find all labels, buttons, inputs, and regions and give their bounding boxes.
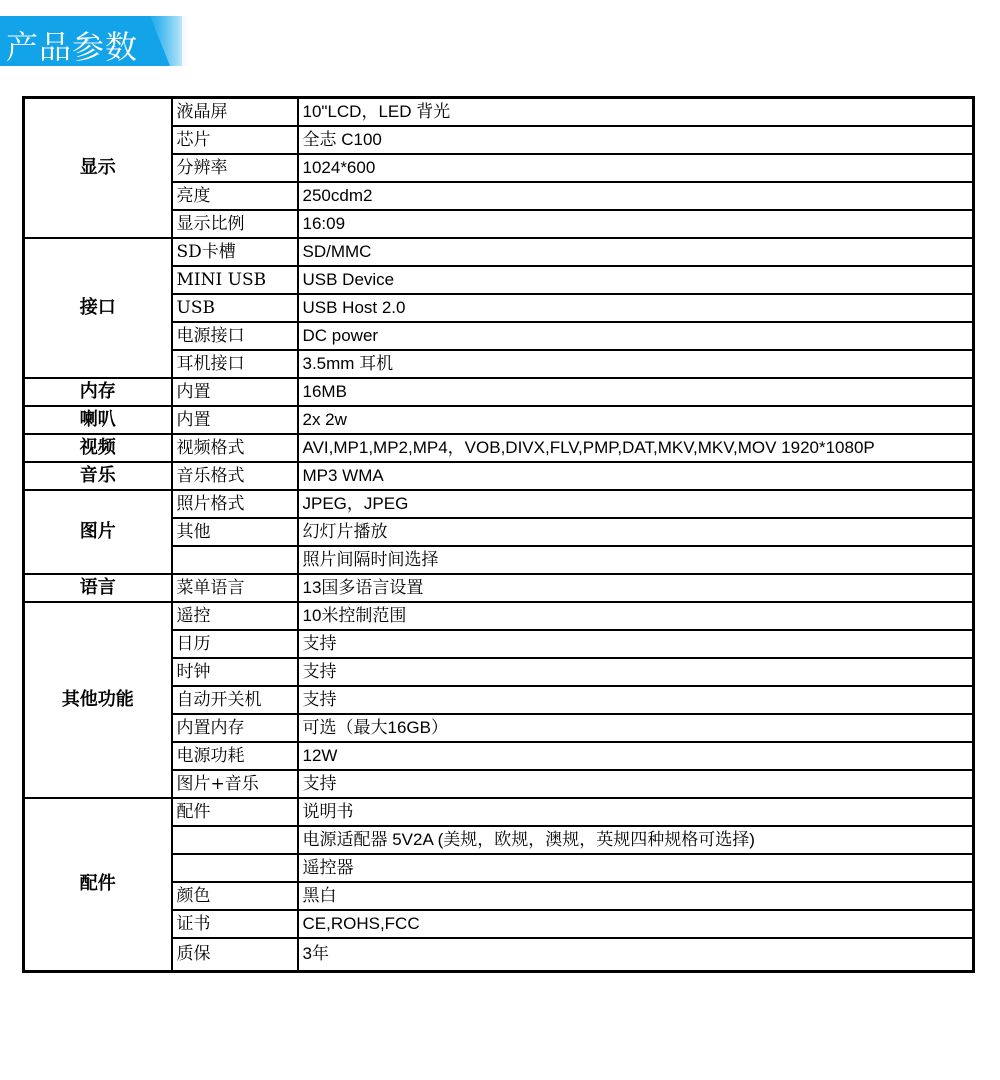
param-value-cell: 10"LCD，LED 背光 <box>298 98 974 126</box>
param-name-cell: MINI USB <box>172 266 298 294</box>
param-value-cell: 支持 <box>298 630 974 658</box>
table-row <box>24 406 974 434</box>
param-value-cell: 支持 <box>298 658 974 686</box>
param-value-cell: 1024*600 <box>298 154 974 182</box>
table-row <box>24 462 974 490</box>
param-value-cell: 16:09 <box>298 210 974 238</box>
param-value-cell: 说明书 <box>298 798 974 826</box>
param-name-cell: 电源接口 <box>172 322 298 350</box>
param-value-cell: 13国多语言设置 <box>298 574 974 602</box>
category-cell: 音乐 <box>24 462 172 490</box>
param-value-cell: 全志 C100 <box>298 126 974 154</box>
param-name-cell: 耳机接口 <box>172 350 298 378</box>
param-name-cell: 颜色 <box>172 882 298 910</box>
param-name-cell: 配件 <box>172 798 298 826</box>
category-cell: 视频 <box>24 434 172 462</box>
param-name-cell: 电源功耗 <box>172 742 298 770</box>
param-name-cell: 照片格式 <box>172 490 298 518</box>
table-row <box>24 798 974 826</box>
param-name-cell: 亮度 <box>172 182 298 210</box>
param-value-cell: 幻灯片播放 <box>298 518 974 546</box>
category-cell: 显示 <box>24 98 172 238</box>
category-cell: 喇叭 <box>24 406 172 434</box>
table-row <box>24 434 974 462</box>
param-value-cell: AVI,MP1,MP2,MP4，VOB,DIVX,FLV,PMP,DAT,MKV,MKV,MOV 1920*1080P <box>298 434 974 462</box>
param-value-cell: 支持 <box>298 686 974 714</box>
table-row <box>24 602 974 630</box>
table-row <box>24 574 974 602</box>
table-row <box>24 238 974 266</box>
param-name-cell: 芯片 <box>172 126 298 154</box>
param-name-cell: 遥控 <box>172 602 298 630</box>
param-name-cell: 显示比例 <box>172 210 298 238</box>
param-value-cell: 10米控制范围 <box>298 602 974 630</box>
param-name-cell: 时钟 <box>172 658 298 686</box>
param-name-cell <box>172 854 298 882</box>
param-value-cell: 黑白 <box>298 882 974 910</box>
param-name-cell: 自动开关机 <box>172 686 298 714</box>
param-value-cell: SD/MMC <box>298 238 974 266</box>
param-value-cell: 照片间隔时间选择 <box>298 546 974 574</box>
param-name-cell <box>172 826 298 854</box>
param-name-cell: 内置 <box>172 378 298 406</box>
param-name-cell: 内置内存 <box>172 714 298 742</box>
param-value-cell: 250cdm2 <box>298 182 974 210</box>
param-value-cell: 3年 <box>298 938 974 972</box>
category-cell: 语言 <box>24 574 172 602</box>
param-name-cell: 视频格式 <box>172 434 298 462</box>
category-cell: 内存 <box>24 378 172 406</box>
param-name-cell: 内置 <box>172 406 298 434</box>
param-name-cell: 质保 <box>172 938 298 972</box>
param-value-cell: 电源适配器 5V2A (美规，欧规，澳规，英规四种规格可选择) <box>298 826 974 854</box>
param-value-cell: 支持 <box>298 770 974 798</box>
param-value-cell: 可选（最大16GB） <box>298 714 974 742</box>
param-name-cell: SD卡槽 <box>172 238 298 266</box>
param-name-cell: USB <box>172 294 298 322</box>
param-value-cell: CE,ROHS,FCC <box>298 910 974 938</box>
section-title: 产品参数 <box>6 28 139 66</box>
category-cell: 图片 <box>24 490 172 574</box>
category-cell: 接口 <box>24 238 172 378</box>
param-name-cell: 证书 <box>172 910 298 938</box>
param-name-cell: 日历 <box>172 630 298 658</box>
param-name-cell: 图片+音乐 <box>172 770 298 798</box>
param-name-cell: 液晶屏 <box>172 98 298 126</box>
param-value-cell: MP3 WMA <box>298 462 974 490</box>
param-value-cell: 3.5mm 耳机 <box>298 350 974 378</box>
param-name-cell <box>172 546 298 574</box>
table-row <box>24 98 974 126</box>
param-name-cell: 分辨率 <box>172 154 298 182</box>
param-value-cell: 12W <box>298 742 974 770</box>
param-value-cell: 16MB <box>298 378 974 406</box>
param-value-cell: USB Device <box>298 266 974 294</box>
param-name-cell: 音乐格式 <box>172 462 298 490</box>
table-row <box>24 490 974 518</box>
param-name-cell: 其他 <box>172 518 298 546</box>
param-value-cell: 2x 2w <box>298 406 974 434</box>
spec-table <box>22 96 975 973</box>
param-value-cell: 遥控器 <box>298 854 974 882</box>
param-value-cell: JPEG，JPEG <box>298 490 974 518</box>
param-name-cell: 菜单语言 <box>172 574 298 602</box>
table-row <box>24 378 974 406</box>
section-banner <box>0 16 182 66</box>
param-value-cell: USB Host 2.0 <box>298 294 974 322</box>
banner-fade <box>150 16 190 66</box>
category-cell: 其他功能 <box>24 602 172 798</box>
category-cell: 配件 <box>24 798 172 972</box>
param-value-cell: DC power <box>298 322 974 350</box>
